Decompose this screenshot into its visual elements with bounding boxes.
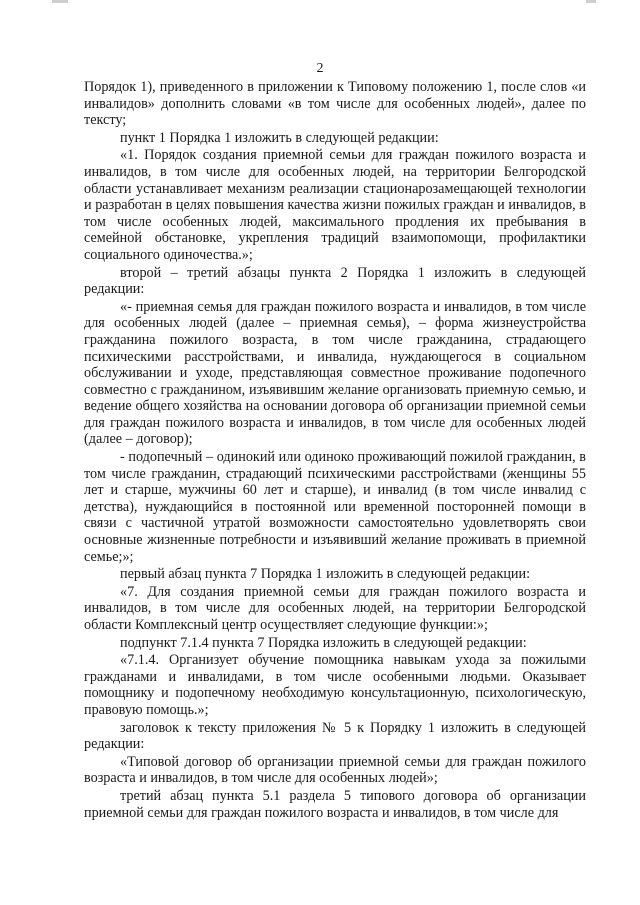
document-paragraph: «7.1.4. Организует обучение помощника навыкам ухода за пожилыми гражданами и инвалидами, в том числе особенными людьми. Оказывает помощнику и подопечному необходимую консультационную, психологическую, правовую помощь.»; xyxy=(84,652,586,718)
document-paragraph: - подопечный – одинокий или одиноко проживающий пожилой гражданин, в том числе гражданин, страдающий психическими расстройствами (женщины 55 лет и старше, мужчины 60 лет и старше), и инвалид (в том числе инвалид с детства), нуждающийся в постоянной или временной посторонней помощи в связи с частичной утратой возможности самостоятельно удовлетворять свои основные жизненные потребности и изъявивший желание проживать в приемной семье;»; xyxy=(84,449,586,565)
document-paragraph: «- приемная семья для граждан пожилого возраста и инвалидов, в том числе для особенных людей (далее – приемная семья), – форма жизнеустройства гражданина пожилого возраста, в том числе гражданина, страдающего психическими расстройствами, и инвалида, нуждающегося в социальном обслуживании и уходе, представляющая совместное проживание подопечного совместно с гражданином, изъявившим желание организовать приемную семью, и ведение общего хозяйства на основании договора об организации приемной семьи для граждан пожилого возраста и инвалидов, в том числе для особенных людей (далее – договор); xyxy=(84,298,586,448)
scan-edge-mark xyxy=(586,0,596,3)
document-paragraph: второй – третий абзацы пункта 2 Порядка 1 изложить в следующей редакции: xyxy=(84,264,586,298)
page-number: 2 xyxy=(316,61,324,76)
document-paragraph: «Типовой договор об организации приемной семьи для граждан пожилого возраста и инвалидов, в том числе для особенных людей»; xyxy=(84,753,586,787)
scan-edge-mark xyxy=(52,0,68,3)
document-body xyxy=(84,79,586,821)
document-paragraph: Порядок 1), приведенного в приложении к Типовому положению 1, после слов «и инвалидов» дополнить словами «в том числе для особенных людей», далее по тексту; xyxy=(84,79,586,129)
document-paragraph: «1. Порядок создания приемной семьи для граждан пожилого возраста и инвалидов, в том числе для особенных людей, на территории Белгородской области устанавливает механизм реализации стационарозамещающей технологии и разработан в целях повышения качества жизни пожилых граждан и инвалидов, в том числе особенных людей, максимального продления их пребывания в семейной обстановке, укрепления традиций взаимопомощи, профилактики социального одиночества.»; xyxy=(84,147,586,263)
document-paragraph: пункт 1 Порядка 1 изложить в следующей редакции: xyxy=(120,129,439,146)
document-paragraph: первый абзац пункта 7 Порядка 1 изложить в следующей редакции: xyxy=(120,566,531,583)
document-paragraph: третий абзац пункта 5.1 раздела 5 типового договора об организации приемной семьи для граждан пожилого возраста и инвалидов, в том числе для xyxy=(84,787,586,821)
document-paragraph: заголовок к тексту приложения № 5 к Порядку 1 изложить в следующей редакции: xyxy=(84,719,586,753)
document-paragraph: «7. Для создания приемной семьи для граждан пожилого возраста и инвалидов, в том числе для особенных людей, на территории Белгородской области Комплексный центр осуществляет следующие функции:»; xyxy=(84,583,586,633)
document-paragraph: подпункт 7.1.4 пункта 7 Порядка изложить в следующей редакции: xyxy=(120,634,527,651)
